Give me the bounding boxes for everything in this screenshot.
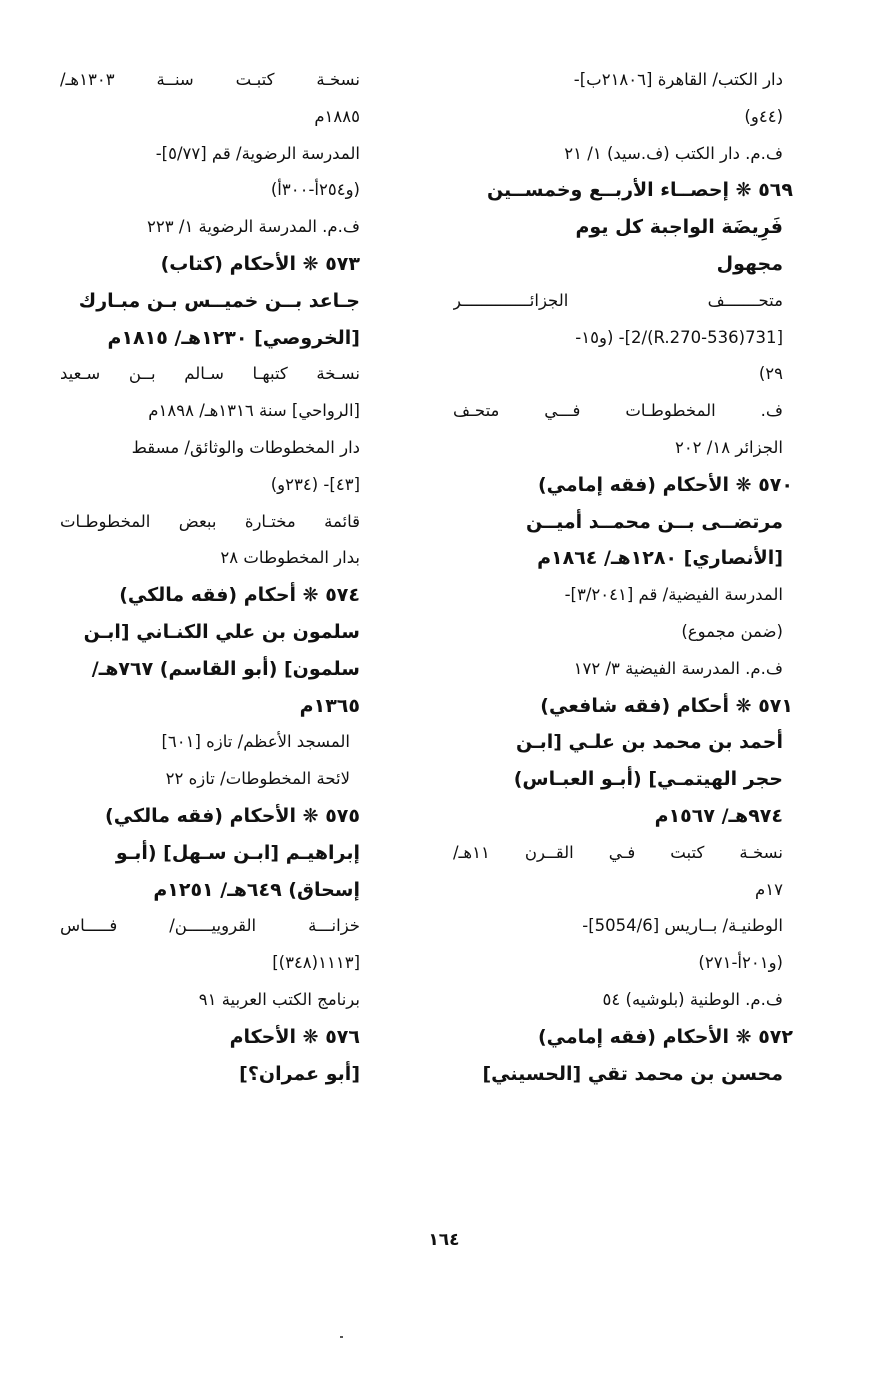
entry-text-line: قائمة مختـارة ببعض المخطوطـات (60, 511, 360, 531)
entry-text-line: ١٨٨٥م (314, 106, 360, 126)
page-number: ١٦٤ (428, 1230, 460, 1250)
entry-text-line: [731(536-R.270)/2]- (و١٥- (575, 327, 783, 347)
entry-heading-line: ٥٧٦ ❋ الأحكام (229, 1025, 360, 1048)
entry-heading-line: ٥٧٤ ❋ أحكام (فقه مالكي) (119, 584, 360, 607)
entry-heading-line: ٥٧٣ ❋ الأحكام (كتاب) (160, 252, 360, 275)
entry-text-line: المسجد الأعظم/ تازه [٦٠١] (161, 732, 350, 752)
entry-heading-line: مرتضــى بــن محمــد أميــن (526, 510, 783, 533)
entry-text-line: (و٢٠١أ-٢٧١) (698, 953, 783, 973)
entry-text-line: متحـــــــف الجزائــــــــــــــر (453, 290, 783, 310)
entry-text-line: خزانـــة القروييـــــن/ فـــــاس (60, 916, 360, 936)
entry-heading-line: [أبو عمران؟] (239, 1062, 360, 1085)
entry-text-line: ف.م. الوطنية (بلوشيه) ٥٤ (602, 989, 783, 1009)
entry-text-line: ف. المخطوطـات فـــي متحـف (453, 401, 783, 421)
entry-text-line: (و٢٥٤أ-٣٠٠أ) (270, 180, 360, 200)
entry-text-line: [٤٣]- (٢٣٤و) (270, 474, 360, 494)
entry-heading-line: ٥٧٠ ❋ الأحكام (فقه إمامي) (537, 473, 793, 496)
entry-heading-line: محسن بن محمد تقي [الحسيني] (482, 1062, 783, 1085)
entry-heading-line: ٥٦٩ ❋ إحصــاء الأربــع وخمســين (486, 179, 793, 202)
entry-heading-line: سلمون بن علي الكنـاني [ابـن (83, 620, 360, 643)
entry-text-line: نسخـة كتبـت سنــة ١٣٠٣هـ/ (60, 70, 360, 89)
entry-text-line: نسخـة كتبت فـي القــرن ١١هـ/ (453, 842, 783, 862)
entry-text-line: ١٧م (755, 879, 783, 899)
entry-heading-line: ٥٧١ ❋ أحكام (فقه شافعي) (540, 694, 793, 717)
entry-text-line: لائحة المخطوطات/ تازه ٢٢ (165, 769, 350, 789)
entry-heading-line: فَرِيضَة الواجبة كل يوم (575, 216, 783, 239)
entry-heading-line: ٩٧٤هـ/ ١٥٦٧م (654, 804, 783, 827)
entry-heading-line: مجهول (716, 252, 783, 275)
entry-heading-line: إسحاق) ٦٤٩هـ/ ١٢٥١م (153, 878, 360, 901)
entry-heading-line: أحمد بن محمد بن علـي [ابـن (515, 731, 783, 754)
entry-text-line: ف.م. دار الكتب (ف.سيد) ١/ ٢١ (564, 143, 783, 163)
entry-text-line: دار المخطوطات والوثائق/ مسقط (131, 437, 360, 457)
entry-text-line: الجزائر ١٨/ ٢٠٢ (674, 437, 783, 457)
entry-heading-line: جـاعد بــن خميــس بـن مبـارك (78, 289, 360, 312)
entry-heading-line: ١٣٦٥م (299, 694, 360, 717)
entry-text-line: [١١١٣(٣٤٨)] (272, 953, 360, 973)
entry-text-line: ٢٩) (758, 364, 783, 384)
entry-text-line: الوطنيـة/ بــاريس [5054/6]- (582, 916, 783, 936)
scan-speck (340, 1336, 343, 1338)
entry-text-line: برنامج الكتب العربية ٩١ (198, 989, 360, 1009)
entry-text-line: دار الكتب/ القاهرة [٢١٨٠٦ب]- (573, 70, 783, 89)
entry-text-line: (٤٤و) (744, 106, 783, 126)
entry-text-line: ف.م. المدرسة الفيضية ٣/ ١٧٢ (573, 658, 783, 678)
entry-text-line: (ضمن مجموع) (681, 621, 783, 641)
entry-heading-line: ٥٧٥ ❋ الأحكام (فقه مالكي) (105, 804, 360, 827)
entry-text-line: ف.م. المدرسة الرضوية ١/ ٢٢٣ (147, 217, 360, 237)
entry-heading-line: إبراهيـم [ابـن سـهل] (أبـو (115, 841, 360, 864)
right-column (453, 62, 793, 1092)
entry-heading-line: ٥٧٢ ❋ الأحكام (فقه إمامي) (537, 1025, 793, 1048)
entry-text-line: نسـخة كتبهـا سـالم بــن سـعيد (60, 364, 360, 384)
entry-heading-line: [الأنصاري] ١٢٨٠هـ/ ١٨٦٤م (537, 547, 783, 570)
entry-heading-line: سلمون] (أبو القاسم) ٧٦٧هـ/ (91, 657, 360, 680)
left-column (60, 62, 360, 1092)
entry-heading-line: حجر الهيتمـي] (أبـو العبـاس) (513, 768, 783, 791)
entry-text-line: [الرواحي] سنة ١٣١٦هـ/ ١٨٩٨م (148, 401, 360, 421)
entry-heading-line: [الخروصي] ١٢٣٠هـ/ ١٨١٥م (107, 326, 360, 349)
entry-text-line: المدرسة الرضوية/ قم [٥/٧٧]- (155, 143, 360, 163)
entry-text-line: المدرسة الفيضية/ قم [٣/٢٠٤١]- (564, 585, 783, 605)
entry-text-line: بدار المخطوطات ٢٨ (220, 548, 360, 568)
